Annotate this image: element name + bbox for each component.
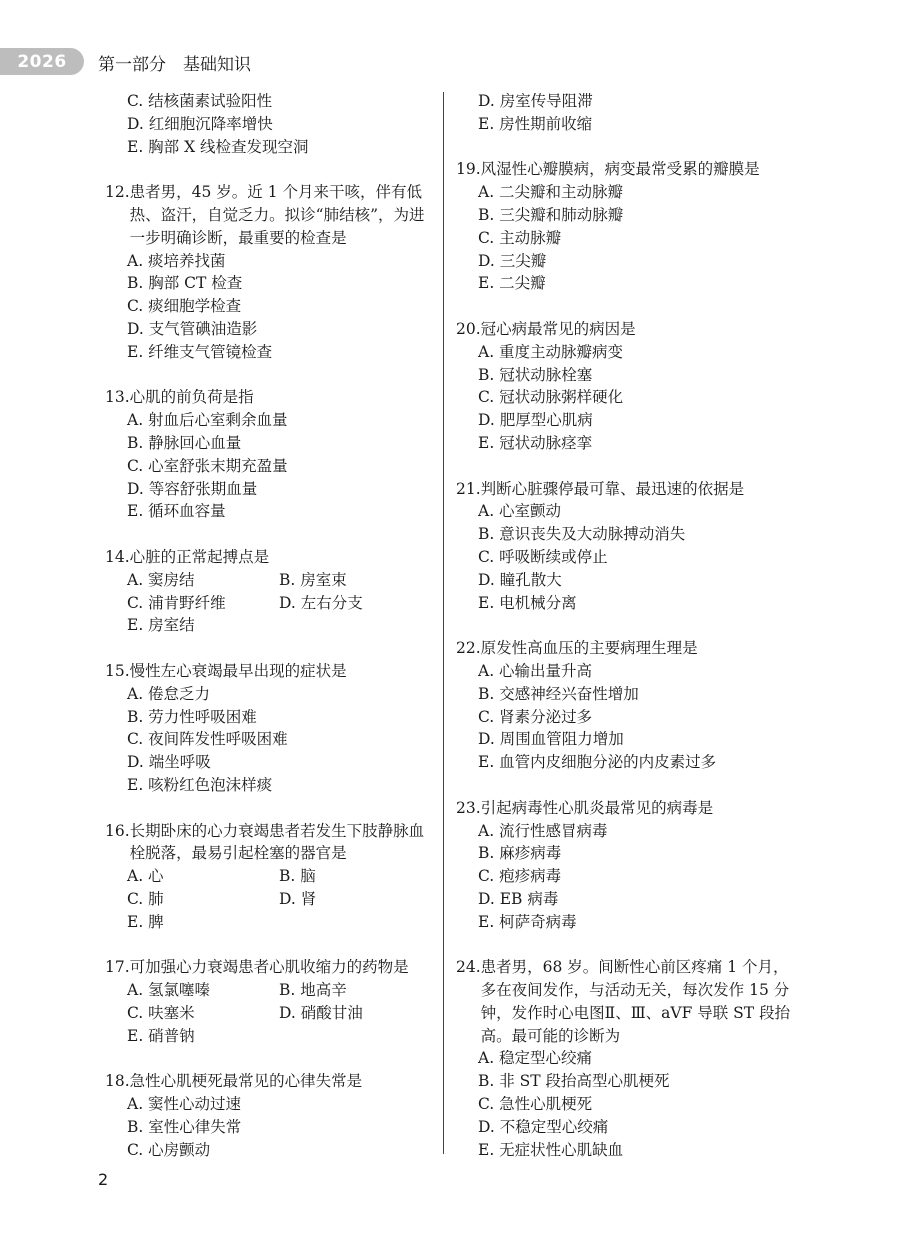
option: A. 重度主动脉瓣病变	[478, 342, 624, 361]
option: B. 麻疹病毒	[478, 844, 562, 863]
question-number: 16.	[105, 821, 130, 840]
option: B. 脑	[279, 867, 316, 886]
question-18	[105, 1070, 430, 1161]
option: C. 肺	[127, 889, 164, 908]
question-number: 17.	[105, 958, 130, 977]
question-stem: 判断心脏骤停最可靠、最迅速的依据是	[480, 479, 745, 498]
option: B. 劳力性呼吸困难	[127, 707, 257, 726]
question-12	[105, 181, 430, 363]
option: E. 胸部 X 线检查发现空洞	[127, 137, 309, 156]
question-14	[105, 546, 430, 637]
question-number: 23.	[456, 798, 481, 817]
question-13	[105, 386, 430, 523]
option: D. 等容舒张期血量	[127, 479, 258, 498]
option: C. 痰细胞学检查	[127, 297, 242, 316]
option: E. 纤维支气管镜检查	[127, 342, 273, 361]
option: C. 心室舒张末期充盈量	[127, 456, 288, 475]
question-number: 24.	[456, 958, 481, 977]
question-17	[105, 956, 430, 1047]
option: D. 支气管碘油造影	[127, 319, 258, 338]
option: E. 脾	[127, 912, 164, 931]
option: E. 房性期前收缩	[478, 114, 593, 133]
year-badge	[0, 48, 84, 75]
question-number: 20.	[456, 319, 481, 338]
question-19	[456, 158, 796, 295]
question-number: 15.	[105, 661, 130, 680]
option: E. 循环血容量	[127, 502, 226, 521]
option: E. 咳粉红色泡沫样痰	[127, 775, 273, 794]
option: B. 静脉回心血量	[127, 433, 242, 452]
option: A. 心输出量升高	[478, 661, 593, 680]
option: D. 三尖瓣	[478, 251, 547, 270]
option: B. 非 ST 段抬高型心肌梗死	[478, 1072, 670, 1091]
option: C. 主动脉瓣	[478, 228, 562, 247]
question-22	[456, 637, 796, 774]
option: E. 硝普钠	[127, 1026, 195, 1045]
option: D. 周围血管阻力增加	[478, 730, 624, 749]
question-stem: 冠心病最常见的病因是	[480, 319, 636, 338]
question-number: 12.	[105, 183, 130, 202]
question-stem: 长期卧床的心力衰竭患者若发生下肢静脉血栓脱落，最易引起栓塞的器官是	[129, 821, 425, 863]
option: E. 柯萨奇病毒	[478, 912, 577, 931]
option: B. 地高辛	[279, 981, 347, 1000]
option: D. 瞳孔散大	[478, 570, 562, 589]
question-number: 19.	[456, 160, 481, 179]
option: A. 氢氯噻嗪	[127, 981, 211, 1000]
option: A. 稳定型心绞痛	[478, 1049, 593, 1068]
section-title: 第一部分 基础知识	[98, 55, 251, 75]
option: A. 心	[127, 867, 164, 886]
option: C. 肾素分泌过多	[478, 707, 593, 726]
option: B. 交感神经兴奋性增加	[478, 684, 639, 703]
option: E. 无症状性心肌缺血	[478, 1140, 624, 1159]
option: C. 结核菌素试验阳性	[127, 92, 273, 110]
option: C. 夜间阵发性呼吸困难	[127, 730, 288, 749]
option: D. 硝酸甘油	[279, 1003, 363, 1022]
option: C. 呼吸断续或停止	[478, 547, 608, 566]
option: D. 端坐呼吸	[127, 753, 211, 772]
option: A. 窦房结	[127, 570, 195, 589]
option: A. 二尖瓣和主动脉瓣	[478, 183, 624, 202]
option: A. 流行性感冒病毒	[478, 821, 608, 840]
option: A. 心室颤动	[478, 502, 562, 521]
option: E. 冠状动脉痉挛	[478, 433, 593, 452]
option: A. 倦怠乏力	[127, 684, 211, 703]
question-number: 13.	[105, 388, 130, 407]
question-stem: 心肌的前负荷是指	[129, 388, 254, 407]
option: B. 三尖瓣和肺动脉瓣	[478, 205, 624, 224]
option: D. 红细胞沉降率增快	[127, 114, 273, 133]
option: C. 急性心肌梗死	[478, 1095, 593, 1114]
question-23	[456, 797, 796, 934]
question-number: 21.	[456, 479, 481, 498]
question-stem: 急性心肌梗死最常见的心律失常是	[129, 1072, 363, 1091]
question-stem: 原发性高血压的主要病理生理是	[480, 639, 698, 658]
option: A. 射血后心室剩余血量	[127, 411, 288, 430]
option: E. 房室结	[127, 616, 195, 635]
year-label: 2026	[17, 51, 67, 72]
option: D. 左右分支	[279, 593, 363, 612]
question-stem: 可加强心力衰竭患者心肌收缩力的药物是	[129, 958, 409, 977]
option: B. 房室束	[279, 570, 347, 589]
option: B. 冠状动脉栓塞	[478, 365, 593, 384]
left-column	[105, 90, 430, 1184]
question-20	[456, 318, 796, 455]
question-24	[456, 956, 796, 1161]
option: E. 电机械分离	[478, 593, 577, 612]
question-stem: 患者男，68 岁。间断性心前区疼痛 1 个月，多在夜间发作，与活动无关，每次发作 15 分钟，发作时心电图Ⅱ、Ⅲ、aVF 导联 ST 段抬高。最可能的诊断为	[480, 958, 791, 1045]
question-18-continued	[456, 90, 796, 136]
question-21	[456, 478, 796, 615]
option: C. 呋塞米	[127, 1003, 195, 1022]
question-number: 22.	[456, 639, 481, 658]
option: E. 血管内皮细胞分泌的内皮素过多	[478, 753, 717, 772]
question-number: 18.	[105, 1072, 130, 1091]
option: D. 肥厚型心肌病	[478, 411, 593, 430]
option: C. 冠状动脉粥样硬化	[478, 388, 624, 407]
question-stem: 心脏的正常起搏点是	[129, 547, 270, 566]
right-column	[456, 90, 796, 1184]
page-number: 2	[98, 1170, 109, 1189]
option: E. 二尖瓣	[478, 274, 546, 293]
option: C. 心房颤动	[127, 1140, 211, 1159]
question-stem: 患者男，45 岁。近 1 个月来干咳，伴有低热、盗汗，自觉乏力。拟诊“肺结核”，为进一步明确诊断，最重要的检查是	[129, 183, 425, 247]
option: D. 肾	[279, 889, 317, 908]
option: C. 疱疹病毒	[478, 867, 562, 886]
option: B. 胸部 CT 检查	[127, 274, 243, 293]
option: A. 窦性心动过速	[127, 1095, 242, 1114]
option: D. 房室传导阻滞	[478, 92, 593, 110]
option: A. 痰培养找菌	[127, 251, 226, 270]
question-number: 14.	[105, 547, 130, 566]
option: D. 不稳定型心绞痛	[478, 1117, 609, 1136]
option: B. 室性心律失常	[127, 1117, 242, 1136]
option: D. EB 病毒	[478, 889, 559, 908]
column-divider	[443, 92, 444, 1154]
question-stem: 慢性左心衰竭最早出现的症状是	[129, 661, 347, 680]
question-stem: 风湿性心瓣膜病，病变最常受累的瓣膜是	[480, 160, 760, 179]
option: B. 意识丧失及大动脉搏动消失	[478, 525, 686, 544]
option: C. 浦肯野纤维	[127, 593, 226, 612]
question-15	[105, 660, 430, 797]
question-16	[105, 820, 430, 934]
question-stem: 引起病毒性心肌炎最常见的病毒是	[480, 798, 714, 817]
question-11-continued	[105, 90, 430, 158]
